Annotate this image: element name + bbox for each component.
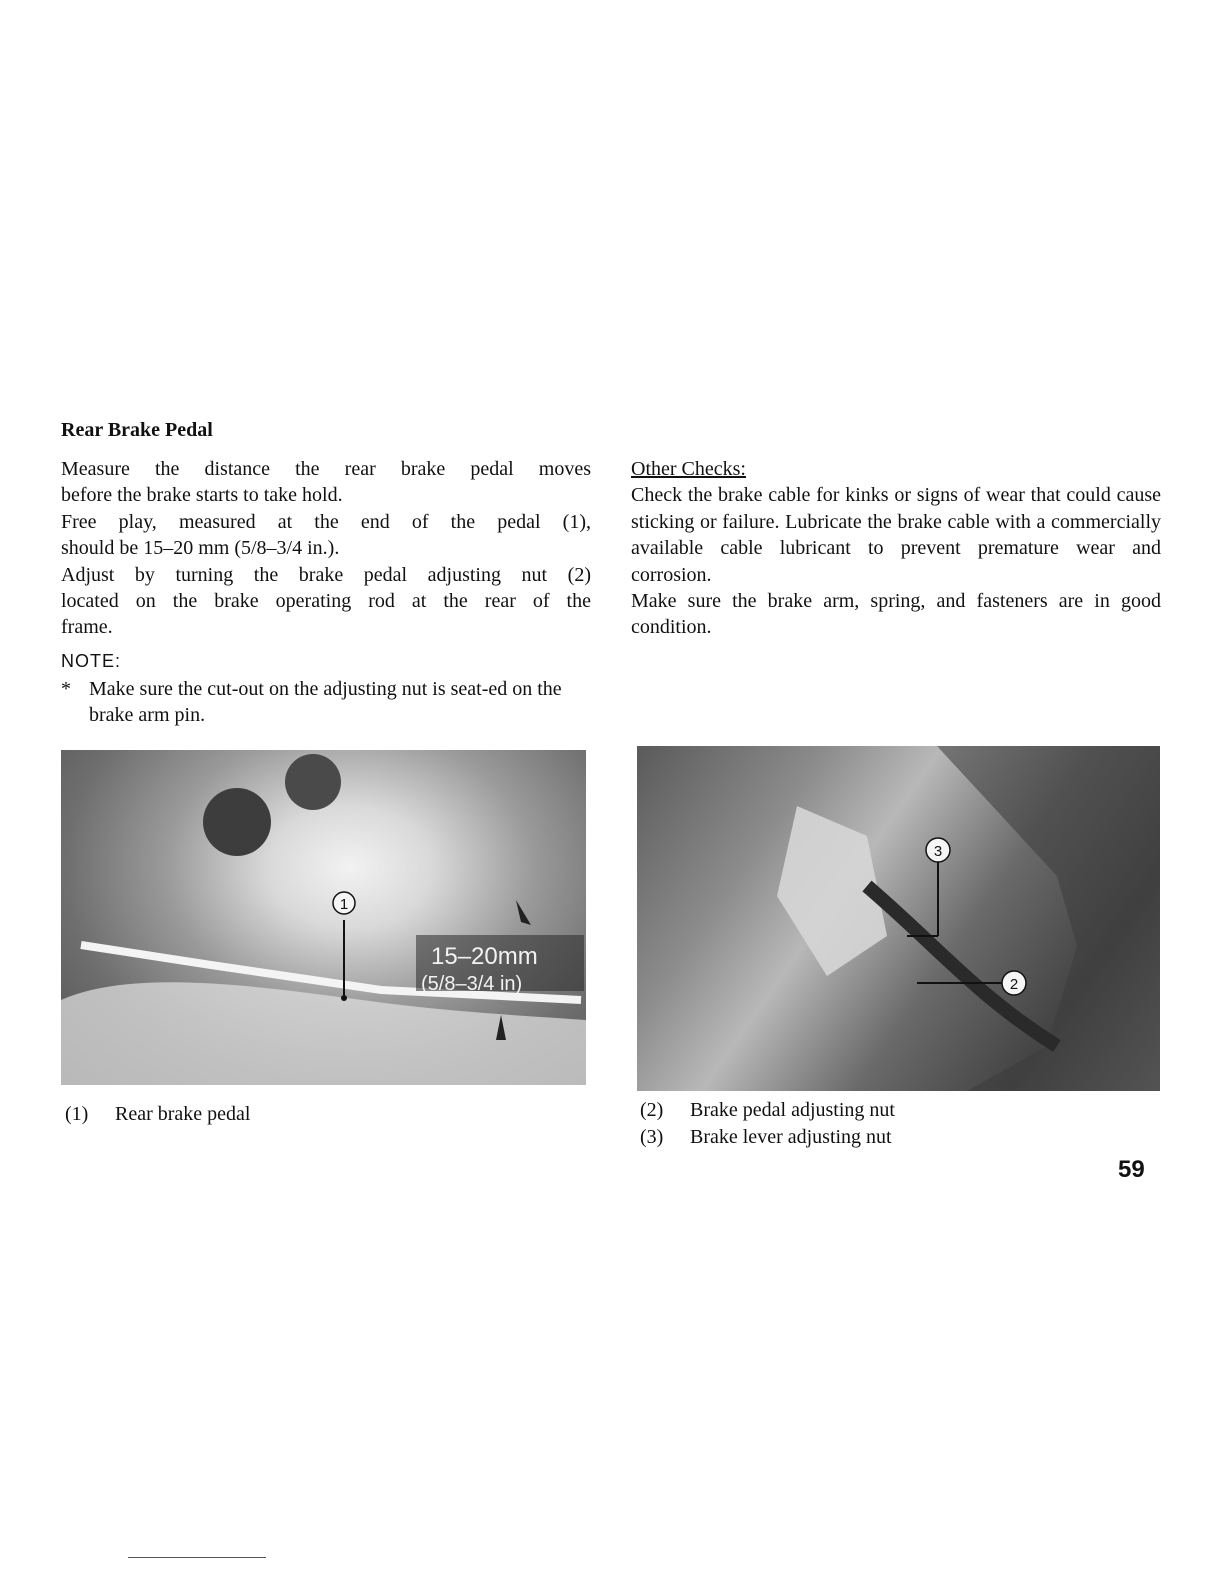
photo1-callout-number: 1 xyxy=(339,896,349,913)
caption-text: Brake pedal adjusting nut xyxy=(690,1099,895,1121)
note-label: NOTE: xyxy=(61,651,122,671)
caption-number: (1) xyxy=(65,1103,89,1125)
caption-number: (3) xyxy=(640,1126,664,1148)
photo2-callout-number-a: 3 xyxy=(933,843,943,860)
photo1-overlay xyxy=(61,750,586,1085)
note-item xyxy=(61,676,591,729)
rear-brake-paragraph xyxy=(61,456,591,641)
footer-rule xyxy=(128,1557,266,1558)
photo1-dimension-label-2: (5/8–3/4 in) xyxy=(421,973,523,995)
photo1-circle-detail xyxy=(203,788,271,856)
rear-brake-pedal-photo xyxy=(61,750,586,1085)
photo1-arrow-down xyxy=(516,900,531,925)
photo1-circle-detail xyxy=(285,754,341,810)
page-number: 59 xyxy=(1118,1156,1145,1183)
paragraph-line: Free play, measured at the end of the pedal (1), xyxy=(61,510,591,533)
caption-item xyxy=(640,1126,892,1149)
other-checks-heading: Other Checks: xyxy=(631,458,746,480)
caption-item xyxy=(65,1103,250,1126)
paragraph-line: located on the brake operating rod at the rear of the xyxy=(61,590,591,613)
photo1-dimension-label-1: 15–20mm xyxy=(431,943,538,970)
other-checks-paragraph-2: Make sure the brake arm, spring, and fasteners are in good condition. xyxy=(631,590,1161,639)
note-text: Make sure the cut-out on the adjusting nut is seat-ed on the brake arm pin. xyxy=(89,678,562,727)
paragraph-line: Measure the distance the rear brake pedal moves xyxy=(61,458,591,480)
other-checks-section xyxy=(631,456,1161,641)
note-bullet: * xyxy=(61,678,71,700)
photo1-callout-dot xyxy=(341,995,347,1001)
paragraph-line: before the brake starts to take hold. xyxy=(61,484,343,507)
paragraph-line: Adjust by turning the brake pedal adjusting nut (2) xyxy=(61,563,591,586)
caption-number: (2) xyxy=(640,1099,664,1121)
section-heading-rear-brake-pedal: Rear Brake Pedal xyxy=(61,419,213,441)
caption-text: Rear brake pedal xyxy=(115,1103,251,1125)
caption-item xyxy=(640,1099,895,1122)
paragraph-line: should be 15–20 mm (5/8–3/4 in.). xyxy=(61,537,340,560)
photo2-overlay xyxy=(637,746,1160,1091)
other-checks-paragraph: Check the brake cable for kinks or signs of wear that could cause sticking or failure. Lubricate the brake cable with a commercially available cable lubricant to prevent premature wear and corrosion. xyxy=(631,484,1161,586)
caption-text: Brake lever adjusting nut xyxy=(690,1126,892,1148)
brake-adjusting-nut-photo xyxy=(637,746,1160,1091)
photo2-callout-number-b: 2 xyxy=(1009,976,1019,993)
paragraph-line: frame. xyxy=(61,616,113,639)
photo2-rod xyxy=(867,886,1057,1046)
